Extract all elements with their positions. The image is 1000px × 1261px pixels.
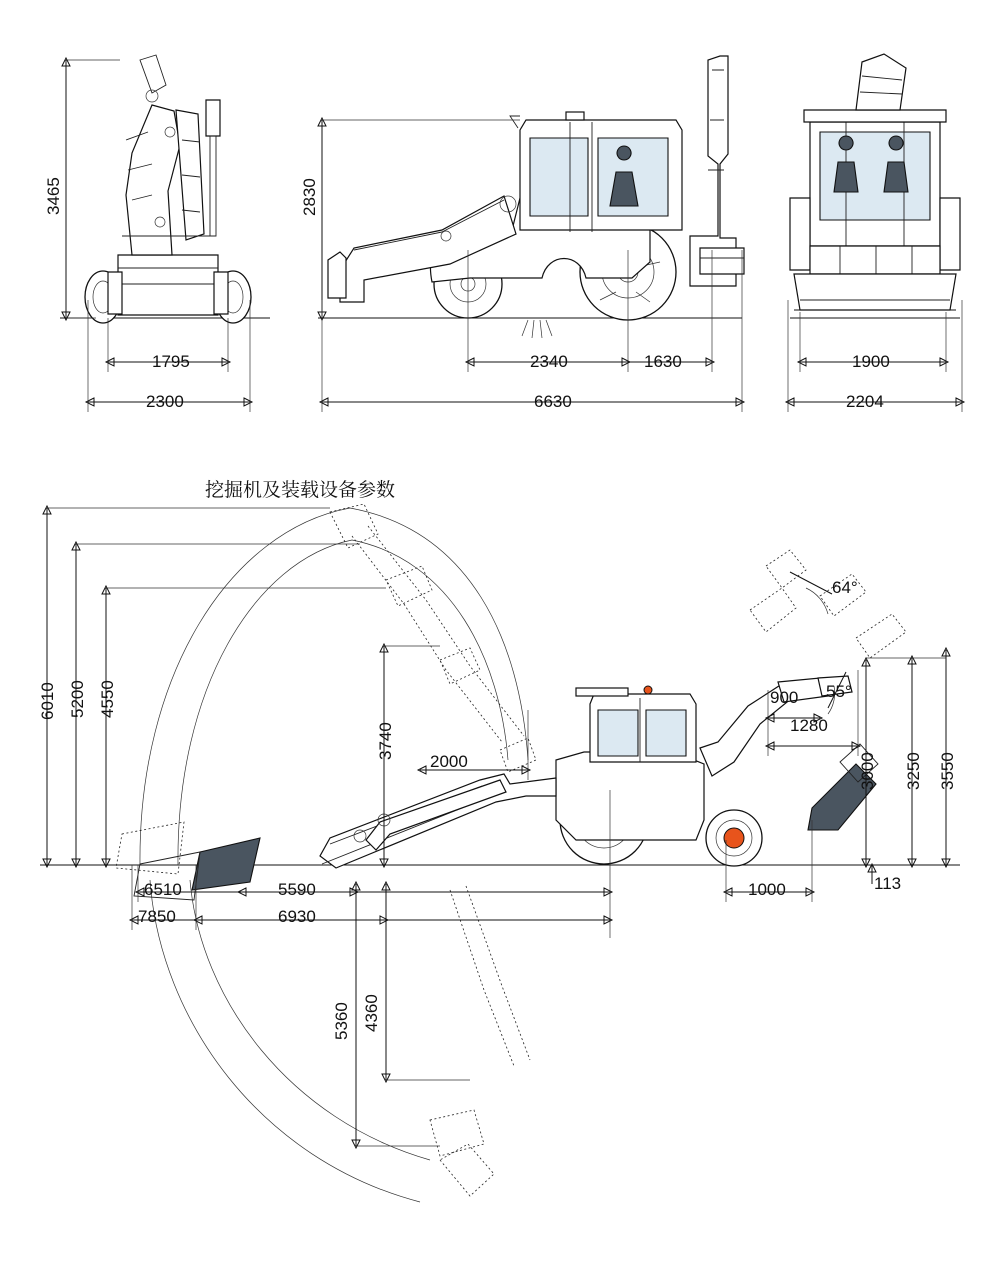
dim-front-overall-width: 2204 xyxy=(846,392,884,411)
dim-2000: 2000 xyxy=(430,752,468,771)
dim-overall-length: 6630 xyxy=(534,392,572,411)
dim-cab-height: 2830 xyxy=(300,178,319,216)
dim-4550: 4550 xyxy=(98,680,117,718)
dim-7850: 7850 xyxy=(138,907,176,926)
dim-1280: 1280 xyxy=(790,716,828,735)
dim-1000: 1000 xyxy=(748,880,786,899)
dim-rear-overhang: 1630 xyxy=(644,352,682,371)
side-view-drawing xyxy=(318,56,744,338)
dim-wheelbase: 2340 xyxy=(530,352,568,371)
dim-rear-width: 2300 xyxy=(146,392,184,411)
section-title: 挖掘机及装载设备参数 xyxy=(205,479,396,501)
dim-bucket-width: 1900 xyxy=(852,352,890,371)
dim-rear-track: 1795 xyxy=(152,352,190,371)
dim-3740: 3740 xyxy=(376,722,395,760)
dim-4360: 4360 xyxy=(362,994,381,1032)
tractor-center xyxy=(134,676,878,900)
top-views-group xyxy=(0,0,1000,430)
dim-5200: 5200 xyxy=(68,680,87,718)
angle-55: 55° xyxy=(826,682,852,701)
dim-113: 113 xyxy=(874,874,902,893)
dim-3550: 3550 xyxy=(938,752,957,790)
dim-3250: 3250 xyxy=(904,752,923,790)
angle-64: 64° xyxy=(832,578,858,597)
dim-6930: 6930 xyxy=(278,907,316,926)
dim-3000: 3000 xyxy=(858,752,877,790)
dim-6010: 6010 xyxy=(38,682,57,720)
dim-900: 900 xyxy=(770,688,799,707)
rear-view-drawing xyxy=(60,55,270,323)
dim-5590: 5590 xyxy=(278,880,316,899)
dim-5360: 5360 xyxy=(332,1002,351,1040)
dim-rear-height: 3465 xyxy=(44,177,63,215)
dim-6510: 6510 xyxy=(144,880,182,899)
front-view-drawing xyxy=(790,54,960,318)
